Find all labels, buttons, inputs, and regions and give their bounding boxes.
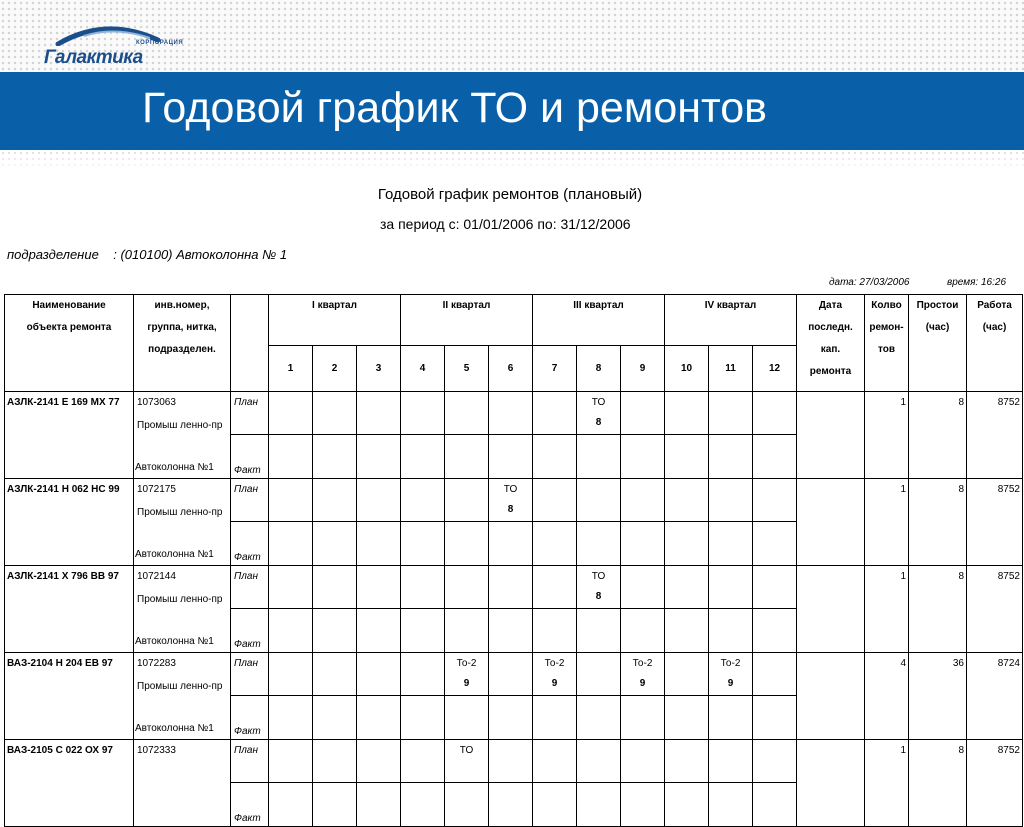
month-plan-cell	[709, 566, 753, 609]
month-plan-cell	[269, 479, 313, 522]
plan-label: План	[231, 479, 269, 522]
month-header: 7	[533, 346, 577, 392]
month-fact-cell	[489, 522, 533, 566]
month-plan-cell	[665, 653, 709, 696]
month-plan-cell	[445, 392, 489, 435]
month-plan-cell	[753, 392, 797, 435]
month-plan-cell	[533, 479, 577, 522]
month-fact-cell	[577, 522, 621, 566]
month-fact-cell	[269, 435, 313, 479]
inventory-department: Автоколонна №1	[135, 462, 214, 473]
maintenance-type: ТО	[591, 571, 606, 582]
slide-title: Годовой график ТО и ремонтов	[142, 84, 768, 132]
table-row-plan	[5, 566, 1023, 609]
fact-label: Факт	[231, 435, 269, 479]
last-repair-date	[797, 740, 865, 827]
month-fact-cell	[665, 522, 709, 566]
month-header: 6	[489, 346, 533, 392]
inventory-department: Автоколонна №1	[135, 549, 214, 560]
inventory-department: Автоколонна №1	[135, 636, 214, 647]
month-fact-cell	[533, 696, 577, 740]
month-header: 4	[401, 346, 445, 392]
inventory-info	[134, 653, 231, 740]
maintenance-type: ТО	[503, 484, 518, 495]
plan-label: План	[231, 740, 269, 783]
report-department: подразделение : (010100) Автоколонна № 1	[7, 247, 288, 262]
month-plan-cell	[621, 740, 665, 783]
logo-caption: КОРПОРАЦИЯ	[136, 40, 184, 46]
maintenance-type: То-2	[720, 658, 741, 669]
work-hours: 8752	[967, 740, 1023, 827]
month-fact-cell	[445, 783, 489, 827]
downtime-hours: 8	[909, 566, 967, 653]
month-plan-cell	[577, 479, 621, 522]
month-plan-cell	[577, 566, 621, 609]
col-last-repair-header: Дата последн. кап. ремонта	[797, 295, 865, 392]
month-plan-cell	[401, 740, 445, 783]
month-header: 12	[753, 346, 797, 392]
month-fact-cell	[445, 522, 489, 566]
month-fact-cell	[577, 435, 621, 479]
inventory-number: 1072144	[137, 571, 176, 582]
month-plan-cell	[313, 479, 357, 522]
object-name: АЗЛК-2141 Н 062 НС 99	[5, 479, 134, 566]
month-plan-cell	[357, 740, 401, 783]
repair-count: 1	[865, 392, 909, 479]
work-hours: 8752	[967, 566, 1023, 653]
repair-schedule-table	[4, 294, 1023, 827]
month-plan-cell	[489, 479, 533, 522]
month-fact-cell	[313, 696, 357, 740]
month-header: 10	[665, 346, 709, 392]
month-plan-cell	[489, 566, 533, 609]
month-plan-cell	[269, 566, 313, 609]
maintenance-type: То-2	[544, 658, 565, 669]
month-plan-cell	[313, 566, 357, 609]
inventory-department: Автоколонна №1	[135, 723, 214, 734]
month-fact-cell	[445, 435, 489, 479]
month-fact-cell	[313, 783, 357, 827]
plan-label: План	[231, 566, 269, 609]
object-name: ВАЗ-2105 С 022 ОХ 97	[5, 740, 134, 827]
report-title: Годовой график ремонтов (плановый)	[377, 186, 643, 203]
month-plan-cell	[357, 653, 401, 696]
inventory-info	[134, 392, 231, 479]
month-fact-cell	[577, 696, 621, 740]
month-plan-cell	[709, 392, 753, 435]
maintenance-hours: 8	[507, 504, 514, 515]
col-name-header: Наименование объекта ремонта	[5, 295, 134, 392]
month-header: 3	[357, 346, 401, 392]
month-plan-cell	[753, 740, 797, 783]
header-row-1	[5, 295, 1023, 346]
col-type-header	[231, 295, 269, 392]
report-date: дата: 27/03/2006	[829, 277, 910, 288]
plan-label: План	[231, 653, 269, 696]
month-fact-cell	[621, 783, 665, 827]
col-downtime-header: Простои (час)	[909, 295, 967, 392]
month-fact-cell	[401, 522, 445, 566]
month-plan-cell	[577, 740, 621, 783]
inventory-number: 1072283	[137, 658, 176, 669]
month-plan-cell	[401, 566, 445, 609]
month-plan-cell	[753, 479, 797, 522]
object-name: ВАЗ-2104 Н 204 ЕВ 97	[5, 653, 134, 740]
month-plan-cell	[269, 653, 313, 696]
month-fact-cell	[709, 696, 753, 740]
month-fact-cell	[621, 522, 665, 566]
month-fact-cell	[445, 696, 489, 740]
month-fact-cell	[357, 783, 401, 827]
fact-label: Факт	[231, 783, 269, 827]
month-header: 9	[621, 346, 665, 392]
month-plan-cell	[621, 479, 665, 522]
month-fact-cell	[313, 522, 357, 566]
month-plan-cell	[269, 740, 313, 783]
fact-label: Факт	[231, 522, 269, 566]
maintenance-hours: 8	[595, 417, 602, 428]
month-fact-cell	[753, 609, 797, 653]
maintenance-type: ТО	[459, 745, 474, 756]
col-count-header: Колво ремон- тов	[865, 295, 909, 392]
plan-label: План	[231, 392, 269, 435]
month-plan-cell	[357, 479, 401, 522]
repair-count: 1	[865, 479, 909, 566]
month-fact-cell	[357, 609, 401, 653]
inventory-group: Промыш ленно-пр	[137, 507, 223, 518]
month-plan-cell	[313, 392, 357, 435]
month-plan-cell	[533, 392, 577, 435]
month-fact-cell	[401, 435, 445, 479]
quarter-3-header: III квартал	[533, 295, 665, 346]
logo-wordmark: Галактика	[44, 47, 143, 68]
month-fact-cell	[665, 783, 709, 827]
inventory-number: 1072333	[137, 745, 176, 756]
month-header: 5	[445, 346, 489, 392]
inventory-group: Промыш ленно-пр	[137, 420, 223, 431]
month-fact-cell	[269, 783, 313, 827]
maintenance-type: То-2	[456, 658, 477, 669]
table-row-plan	[5, 740, 1023, 783]
maintenance-hours: 9	[639, 678, 646, 689]
downtime-hours: 8	[909, 479, 967, 566]
month-fact-cell	[533, 609, 577, 653]
month-fact-cell	[357, 696, 401, 740]
month-fact-cell	[753, 783, 797, 827]
last-repair-date	[797, 392, 865, 479]
month-fact-cell	[445, 609, 489, 653]
inventory-info	[134, 566, 231, 653]
work-hours: 8724	[967, 653, 1023, 740]
repair-count: 1	[865, 740, 909, 827]
last-repair-date	[797, 653, 865, 740]
month-plan-cell	[445, 479, 489, 522]
month-plan-cell	[489, 740, 533, 783]
month-header: 2	[313, 346, 357, 392]
month-fact-cell	[489, 435, 533, 479]
table-row-plan	[5, 653, 1023, 696]
repair-count: 1	[865, 566, 909, 653]
month-fact-cell	[665, 696, 709, 740]
month-plan-cell	[313, 740, 357, 783]
month-fact-cell	[489, 609, 533, 653]
month-fact-cell	[621, 435, 665, 479]
inventory-info	[134, 479, 231, 566]
month-plan-cell	[445, 740, 489, 783]
month-fact-cell	[753, 696, 797, 740]
month-plan-cell	[401, 653, 445, 696]
month-plan-cell	[621, 653, 665, 696]
table-row-plan	[5, 479, 1023, 522]
inventory-group: Промыш ленно-пр	[137, 681, 223, 692]
month-plan-cell	[401, 392, 445, 435]
month-plan-cell	[665, 740, 709, 783]
last-repair-date	[797, 566, 865, 653]
month-plan-cell	[709, 479, 753, 522]
month-fact-cell	[665, 435, 709, 479]
galaktika-logo	[44, 22, 184, 68]
month-plan-cell	[665, 479, 709, 522]
month-plan-cell	[313, 653, 357, 696]
month-plan-cell	[753, 653, 797, 696]
month-plan-cell	[533, 566, 577, 609]
inventory-number: 1073063	[137, 397, 176, 408]
month-plan-cell	[709, 740, 753, 783]
inventory-group: Промыш ленно-пр	[137, 594, 223, 605]
month-plan-cell	[401, 479, 445, 522]
month-fact-cell	[357, 435, 401, 479]
month-plan-cell	[709, 653, 753, 696]
month-plan-cell	[445, 566, 489, 609]
month-fact-cell	[401, 783, 445, 827]
downtime-hours: 36	[909, 653, 967, 740]
month-fact-cell	[269, 696, 313, 740]
month-fact-cell	[313, 435, 357, 479]
month-fact-cell	[665, 609, 709, 653]
maintenance-type: То-2	[632, 658, 653, 669]
maintenance-type: ТО	[591, 397, 606, 408]
maintenance-hours: 8	[595, 591, 602, 602]
maintenance-hours: 9	[727, 678, 734, 689]
month-plan-cell	[753, 566, 797, 609]
month-fact-cell	[621, 609, 665, 653]
table-row-plan	[5, 392, 1023, 435]
month-fact-cell	[269, 522, 313, 566]
month-fact-cell	[753, 435, 797, 479]
month-fact-cell	[709, 609, 753, 653]
quarter-1-header: I квартал	[269, 295, 401, 346]
month-plan-cell	[577, 653, 621, 696]
work-hours: 8752	[967, 392, 1023, 479]
month-plan-cell	[357, 392, 401, 435]
month-fact-cell	[577, 783, 621, 827]
month-header: 8	[577, 346, 621, 392]
month-plan-cell	[533, 653, 577, 696]
inventory-info	[134, 740, 231, 827]
month-plan-cell	[489, 392, 533, 435]
fact-label: Факт	[231, 609, 269, 653]
last-repair-date	[797, 479, 865, 566]
month-fact-cell	[709, 522, 753, 566]
month-plan-cell	[269, 392, 313, 435]
month-fact-cell	[533, 783, 577, 827]
month-fact-cell	[709, 783, 753, 827]
month-plan-cell	[357, 566, 401, 609]
repair-count: 4	[865, 653, 909, 740]
title-dot-band	[0, 150, 1024, 172]
fact-label: Факт	[231, 696, 269, 740]
month-fact-cell	[401, 609, 445, 653]
month-fact-cell	[533, 435, 577, 479]
report-time: время: 16:26	[947, 277, 1007, 288]
month-plan-cell	[533, 740, 577, 783]
quarter-2-header: II квартал	[401, 295, 533, 346]
month-fact-cell	[621, 696, 665, 740]
month-fact-cell	[753, 522, 797, 566]
month-plan-cell	[621, 392, 665, 435]
downtime-hours: 8	[909, 392, 967, 479]
downtime-hours: 8	[909, 740, 967, 827]
col-inv-header: инв.номер, группа, нитка, подразделен.	[134, 295, 231, 392]
month-plan-cell	[445, 653, 489, 696]
month-fact-cell	[401, 696, 445, 740]
month-plan-cell	[665, 566, 709, 609]
month-plan-cell	[665, 392, 709, 435]
month-header: 1	[269, 346, 313, 392]
work-hours: 8752	[967, 479, 1023, 566]
report-period: за период с: 01/01/2006 по: 31/12/2006	[380, 216, 631, 232]
object-name: АЗЛК-2141 Х 796 ВВ 97	[5, 566, 134, 653]
month-fact-cell	[577, 609, 621, 653]
month-fact-cell	[313, 609, 357, 653]
object-name: АЗЛК-2141 Е 169 МХ 77	[5, 392, 134, 479]
month-fact-cell	[269, 609, 313, 653]
month-plan-cell	[621, 566, 665, 609]
maintenance-hours: 9	[551, 678, 558, 689]
month-fact-cell	[709, 435, 753, 479]
month-plan-cell	[577, 392, 621, 435]
month-fact-cell	[489, 696, 533, 740]
month-fact-cell	[357, 522, 401, 566]
month-fact-cell	[489, 783, 533, 827]
col-work-header: Работа (час)	[967, 295, 1023, 392]
month-plan-cell	[489, 653, 533, 696]
inventory-number: 1072175	[137, 484, 176, 495]
month-header: 11	[709, 346, 753, 392]
quarter-4-header: IV квартал	[665, 295, 797, 346]
month-fact-cell	[533, 522, 577, 566]
maintenance-hours: 9	[463, 678, 470, 689]
